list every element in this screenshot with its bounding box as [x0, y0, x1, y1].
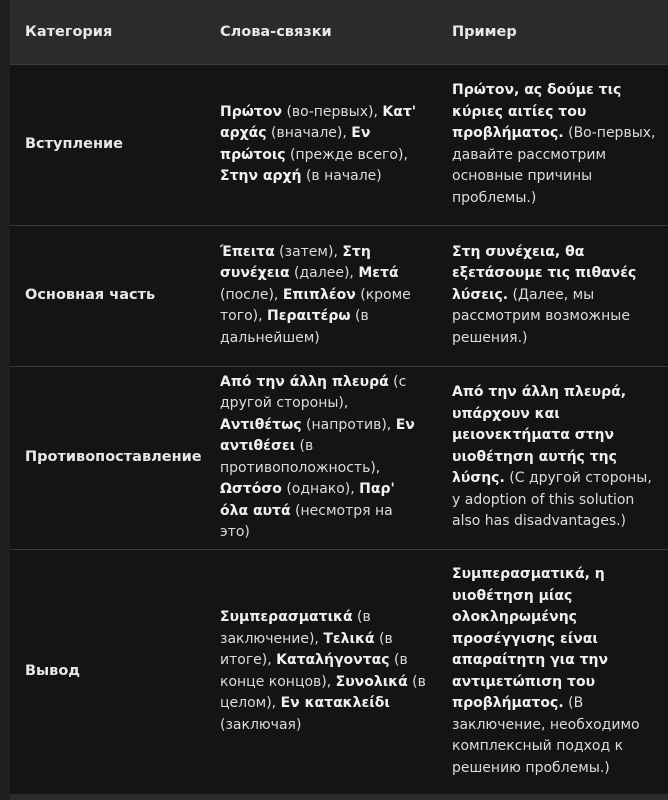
- connector-translation: (заключая): [220, 716, 302, 733]
- example-cell: [435, 64, 668, 225]
- example-cell: [435, 549, 668, 794]
- connector-word: Από την άλλη πλευρά: [220, 373, 389, 390]
- table-footer-bar: [10, 794, 668, 800]
- connector-translation: (во-первых),: [282, 103, 383, 120]
- connector-translation: (напротив),: [301, 416, 396, 433]
- example-translation: (С другой стороны, у adoption of this solution also has disadvantages.): [452, 470, 652, 530]
- connector-translation: (в противоположность),: [220, 438, 381, 476]
- example-cell: [435, 366, 668, 549]
- example-greek: Από την άλλη πλευρά, υπάρχουν και μειονεκτήματα στην υιοθέτηση αυτής της λύσης.: [452, 384, 627, 487]
- category-cell: Вывод: [25, 663, 81, 679]
- example-translation: (Во-первых, давайте рассмотрим основные причины проблемы.): [452, 125, 656, 206]
- table-row: [10, 549, 668, 794]
- connector-word: Καταλήγοντας: [276, 652, 390, 669]
- connectors-cell: [205, 225, 435, 366]
- table-row: [10, 225, 668, 366]
- connector-translation: (несмотря на это): [220, 502, 393, 540]
- connector-word: Αντιθέτως: [220, 416, 302, 433]
- connector-translation: (с другой стороны),: [220, 373, 407, 411]
- connector-word: Συνολικά: [335, 673, 408, 690]
- connector-word: Έπειτα: [220, 243, 275, 260]
- connector-word: Περαιτέρω: [267, 308, 351, 325]
- table-header-row: [10, 0, 668, 64]
- connector-translation: (в заключение),: [220, 609, 371, 647]
- header-connectors: Слова-связки: [220, 23, 332, 40]
- connectors-table: [10, 0, 668, 794]
- connector-word: Πρώτον: [220, 103, 282, 120]
- connector-translation: (кроме того),: [220, 286, 411, 325]
- connector-translation: (после),: [220, 286, 283, 303]
- connector-translation: (прежде всего),: [285, 146, 408, 163]
- connector-word: Μετά: [358, 265, 399, 282]
- connectors-cell: [205, 549, 435, 794]
- example-translation: (В заключение, необходимо комплексный подход к решению проблемы.): [452, 695, 640, 776]
- connector-translation: (в начале): [301, 168, 382, 184]
- connector-translation: (однако),: [281, 481, 360, 497]
- connector-word: Εν κατακλείδι: [280, 695, 390, 712]
- connectors-cell: [205, 64, 435, 225]
- category-cell: Противопоставление: [25, 448, 202, 465]
- connector-word: Τελικά: [323, 630, 375, 647]
- example-translation: (Далее, мы рассмотрим возможные решения.): [452, 286, 630, 346]
- example-cell: [435, 225, 668, 366]
- connector-word: Εν πρώτοις: [220, 125, 371, 163]
- example-greek: Πρώτον, ας δούμε τις κύριες αιτίες του προβλήματος.: [452, 82, 622, 141]
- connector-word: Ωστόσο: [220, 481, 282, 497]
- connector-word: Στη συνέχεια: [220, 243, 371, 282]
- connector-word: Εν αντιθέσει: [220, 416, 415, 454]
- table-row: [10, 366, 668, 549]
- connector-translation: (в итоге),: [220, 630, 393, 669]
- connector-word: Παρ' όλα αυτά: [220, 481, 395, 519]
- connector-word: Επιπλέον: [282, 286, 356, 303]
- example-greek: Στη συνέχεια, θα εξετάσουμε τις πιθανές λύσεις.: [452, 243, 637, 303]
- connector-word: Κατ' αρχάς: [220, 103, 417, 141]
- category-cell: Вступление: [25, 135, 123, 152]
- header-example: Пример: [452, 23, 517, 40]
- connectors-cell: [205, 366, 435, 549]
- connector-translation: (в дальнейшем): [220, 308, 369, 346]
- connector-word: Συμπερασματικά: [220, 609, 353, 626]
- connector-word: Στην αρχή: [220, 168, 302, 184]
- example-greek: Συμπερασματικά, η υιοθέτηση μίας ολοκληρωμένης προσέγγισης είναι απαραίτητη για την αντιμετώπιση του προβλήματος.: [452, 566, 609, 712]
- connector-translation: (далее),: [289, 265, 359, 282]
- connector-translation: (в целом),: [220, 673, 426, 712]
- connector-translation: (в конце концов),: [220, 652, 408, 690]
- connector-translation: (вначале),: [266, 125, 352, 141]
- category-cell: Основная часть: [25, 286, 156, 303]
- table-row: [10, 64, 668, 225]
- header-category: Категория: [25, 23, 113, 40]
- connector-translation: (затем),: [274, 243, 343, 260]
